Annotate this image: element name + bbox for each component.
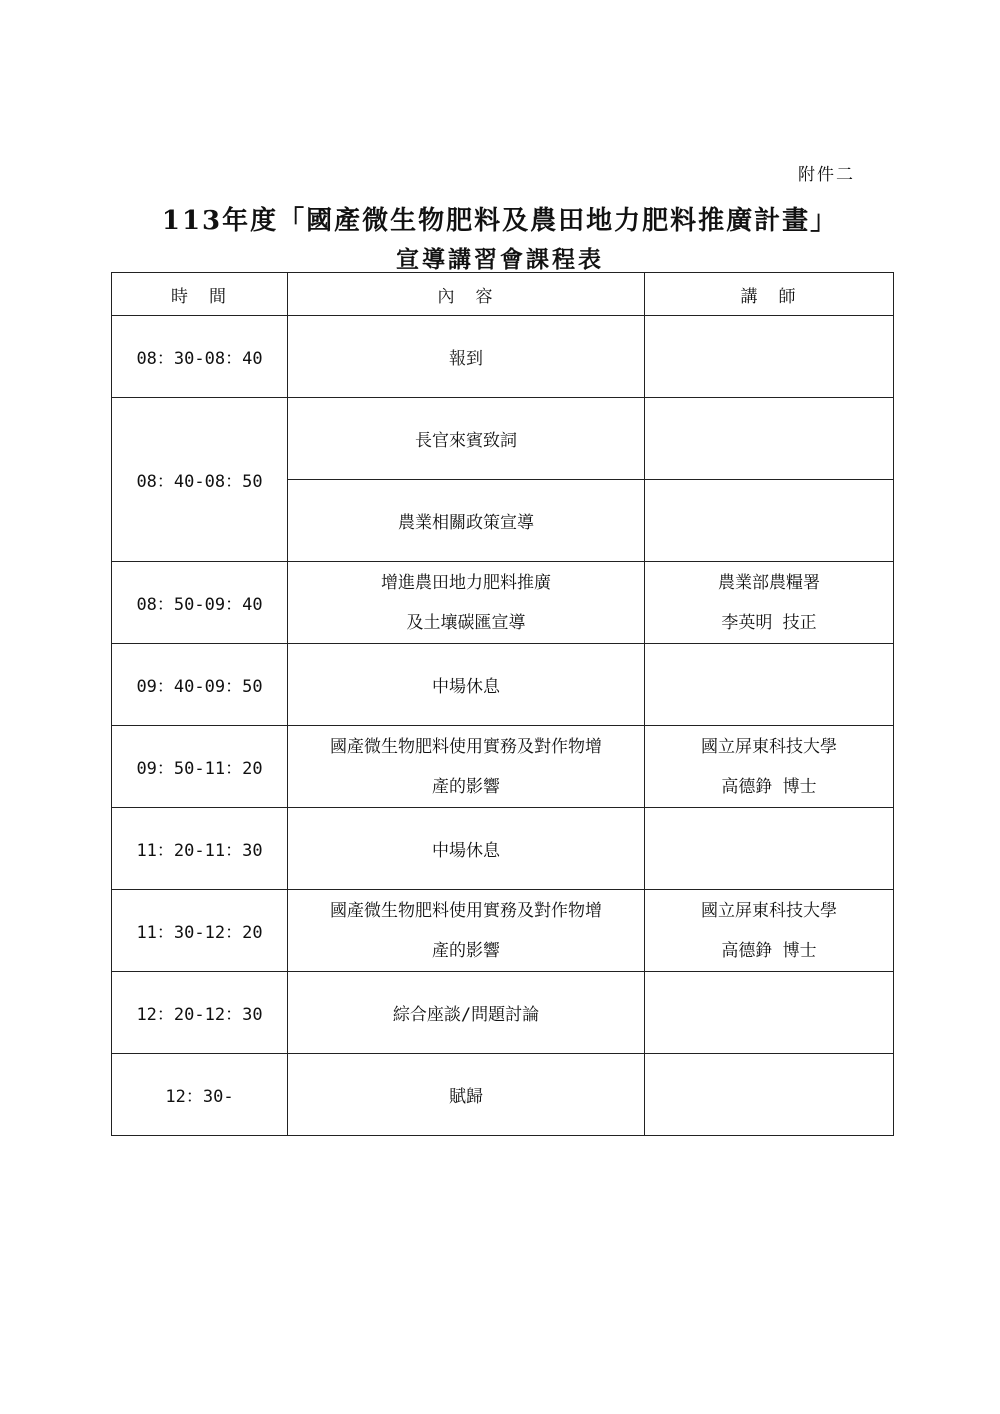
time-cell: 11：20-11：30 [112, 808, 288, 890]
table-row [112, 644, 894, 726]
content-cell: 綜合座談/問題討論 [288, 972, 645, 1054]
table-row [112, 890, 894, 972]
content-cell: 中場休息 [288, 644, 645, 726]
lecturer-affiliation: 國立屏東科技大學 [701, 736, 837, 757]
lecturer-cell [645, 480, 894, 562]
time-cell: 09：50-11：20 [112, 726, 288, 808]
time-cell: 08：30-08：40 [112, 316, 288, 398]
content-line: 增進農田地力肥料推廣 [381, 572, 551, 593]
lecturer-cell [645, 562, 894, 644]
content-cell: 長官來賓致詞 [288, 398, 645, 480]
column-header-content: 內 容 [288, 273, 645, 316]
schedule-table [111, 272, 894, 1136]
lecturer-cell [645, 726, 894, 808]
document-subtitle: 宣導講習會課程表 [396, 246, 604, 273]
lecturer-affiliation: 農業部農糧署 [718, 572, 820, 593]
content-line: 產的影響 [432, 776, 500, 797]
time-cell: 09：40-09：50 [112, 644, 288, 726]
lecturer-name: 李英明 技正 [721, 612, 817, 633]
lecturer-name: 高德錚 博士 [721, 940, 817, 961]
table-row [112, 726, 894, 808]
content-cell: 中場休息 [288, 808, 645, 890]
content-line: 及土壤碳匯宣導 [406, 612, 526, 633]
time-cell: 08：50-09：40 [112, 562, 288, 644]
lecturer-name: 高德錚 博士 [721, 776, 817, 797]
lecturer-cell [645, 808, 894, 890]
table-row [112, 562, 894, 644]
lecturer-cell [645, 644, 894, 726]
content-cell [288, 890, 645, 972]
table-header-row [112, 273, 894, 316]
time-cell: 08：40-08：50 [112, 398, 288, 562]
column-header-time: 時 間 [112, 273, 288, 316]
time-cell: 12：30- [112, 1054, 288, 1136]
time-cell: 12：20-12：30 [112, 972, 288, 1054]
table-row [112, 316, 894, 398]
content-cell: 報到 [288, 316, 645, 398]
lecturer-cell [645, 398, 894, 480]
content-line: 國產微生物肥料使用實務及對作物增 [330, 900, 602, 921]
lecturer-cell [645, 890, 894, 972]
content-cell [288, 726, 645, 808]
table-row [112, 972, 894, 1054]
content-line: 國產微生物肥料使用實務及對作物增 [330, 736, 602, 757]
column-header-lecturer: 講 師 [645, 273, 894, 316]
lecturer-cell [645, 972, 894, 1054]
lecturer-affiliation: 國立屏東科技大學 [701, 900, 837, 921]
table-row [112, 1054, 894, 1136]
time-cell: 11：30-12：20 [112, 890, 288, 972]
table-row [112, 808, 894, 890]
content-line: 產的影響 [432, 940, 500, 961]
content-cell: 賦歸 [288, 1054, 645, 1136]
content-cell [288, 562, 645, 644]
annex-label: 附件二 [798, 165, 855, 185]
document-title: 113年度「國產微生物肥料及農田地力肥料推廣計畫」 [161, 206, 839, 236]
table-row [112, 398, 894, 480]
lecturer-cell [645, 316, 894, 398]
content-cell: 農業相關政策宣導 [288, 480, 645, 562]
lecturer-cell [645, 1054, 894, 1136]
